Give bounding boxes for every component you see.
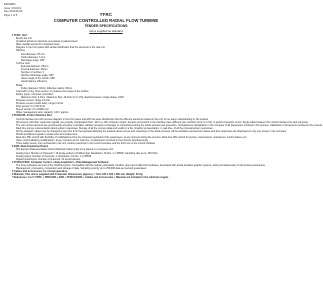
spec-line: Flow sensor: 0 to 150 l/min. [16, 105, 46, 109]
spec-line: Real time PID control with flexibility of modifications from the computer keyboard of the parameters, at any moment during the process. Real time PID control for pumps, compressors, resistances, control valves, etc. [16, 136, 248, 140]
spec-line: Digital Input/Output: Number of channels: 24 inputs/outputs. [16, 157, 81, 161]
document-subtitle [0, 18, 212, 23]
spec-line: Rotary pump, computer controlled: [16, 92, 54, 96]
spec-line: Turbine rotor: [16, 61, 31, 65]
spec-line: Number of nozzles: 2. [21, 71, 45, 75]
spec-line: Outlet diameter: 3 mm. [21, 55, 46, 59]
spec-section-heading: 2 TFRC/CIB. Control Interface Box: [12, 114, 53, 118]
spec-line: Nozzles: [16, 49, 26, 53]
subtitle-emphasis: RADIAL FLOW TURBINE [109, 18, 159, 23]
spec-section-heading: 4 TFRC/CCSOF. Computer Control + Data Acquisition + Data Management Software: [12, 160, 110, 164]
spec-line: Open control allowing modifications, at any moment and in real time, of parameters involved in the process simultaneously. [16, 139, 149, 143]
spec-line: Discharge angle: 180°. [21, 58, 46, 62]
spec-line: Shield and filtered signals to avoid external interferences. [16, 133, 78, 136]
spec-line: Main metallic elements in stainless steel. [16, 43, 61, 47]
spec-section-heading: 3 DAB. Data Acquisition Board: [12, 145, 49, 149]
spec-line: Nozzles discharge angle: 180°. [21, 74, 55, 78]
spec-line: Diagram in the front panel with similar distribution that the elements in the real unit. [16, 46, 106, 50]
spec-line: The three softwares are part of the SCADA system. Compatible with the industry standards. Flexible, open and multicontrol software, developed with actual windows graphic systems, acting simultaneously on all process parameters. [16, 163, 266, 167]
spec-line: All the actuators' values can be changed at any time from the keyboard allowing the analysis about curves and responses of the whole process. All the actuators and sensors values and their responses are displayed on only one screen in the computer. [16, 129, 287, 133]
spec-line: Real time curves representation about system responses. Storage of all the process data and results in a file. Graphic representation, in real time, of all the process/system responses. [16, 126, 214, 130]
spec-section-heading: 1 TFRC. Unit: [12, 34, 28, 37]
meta-page: Page 1 of 5 [4, 13, 18, 17]
meta-code: EMO0801 [4, 3, 16, 6]
spec-line: All sensors, with their respective signals, are properly manipulated from -10V to +10V computer output. Sensors connectors in the interface have different pins numbers (from 2 to 16), to avoid connection errors. Single cable between the control interface box and computer. [16, 120, 309, 124]
subtitle-prefix: COMPUTER CONTROLLED [53, 18, 110, 23]
meta-issue: Issue: 2014/01 [4, 6, 22, 10]
document-title: TFRC [99, 12, 113, 17]
spec-line: Internal diameter: 46mm. [21, 68, 49, 72]
spec-line: Vanes angle of the nozzle: 180°. [21, 77, 56, 81]
spec-line: Water management tank, capacity: 140 l. approx. [16, 111, 70, 115]
spec-line: Bench-top unit. [16, 37, 33, 41]
spec-line: Management, processing, comparison and storage of data. Sampling velocity up to 250,000 data per second guaranteed. [16, 167, 147, 171]
spec-line: Speed sensor: 0 to 20000 rpm. [16, 108, 50, 112]
spec-line: Anodized aluminum structure and panels in painted steel. [16, 40, 78, 44]
spec-section-heading: 6 Manuals: This unit is supplied with 8 manuals. Dimensions (approx.) = Unit: 640 x 500 x 500 mm. Weight: 50 Kg. [12, 173, 144, 177]
supplied-note: Items supplied as standard [89, 29, 123, 33]
spec-section-heading: * References 1 to 6: TFRC + TFRC/CIB + DAB + TFRC/CCSOF + Cables and Accessories + Manuals are included in the minimum supply. [12, 176, 169, 180]
spec-line: External diameter: 66mm. [21, 64, 49, 68]
spec-line: Brake: [16, 83, 24, 87]
spec-title: TENDER SPECIFICATIONS [84, 24, 128, 28]
spec-line: Load with a 4 kg. force sensor, to measure the torque of the turbine. [16, 89, 90, 93]
spec-section-heading: 5 Cables and Accessories, for normal operation. [12, 170, 68, 174]
spec-line: Maximum flow: 3 l/min. Maximum flow: 19 l/min (2.4 m³/h). Electrical power: single phase, 220V. [21, 95, 125, 99]
spec-line: Pressure sensor: range 0-6 bar. [16, 98, 51, 102]
meta-revision: Rev 2014/01/16 [4, 10, 23, 14]
spec-line: Inlet diameter: 25 mm. [21, 52, 46, 56]
spec-line: Control interface box with process diagram in the front panel and with the same distribution that the different elements located in the unit, for an easy understanding by the student. [16, 117, 209, 121]
spec-line: Analog input: Number of channels = 16 single-ended or 8 differential. Resolution: 16 bits, 1 in 65536. Sampling rate up to: 250 KS/s. [16, 151, 159, 155]
spec-line: Good balance efficiency. [21, 80, 48, 84]
specification-body [10, 34, 323, 180]
spec-line: PCI Express Data acquisition board (National Instruments) to be placed in a computer slot. [16, 148, 114, 152]
spec-line: Analog output: Number of channels: 2. Resolution: 16 bits, 1 in 65536. [16, 154, 92, 158]
spec-line: Pressure sensor (outlet side): range 0-4 bar. [16, 102, 64, 106]
spec-line: Pulley diameter: 60mm. Effective radius: 30mm. [21, 86, 73, 90]
spec-line: The unit control elements are permanently computer controlled, without necessity of changes or connections during the whole process test procedure. Simultaneous visualization in the computer of all parameters involved in the process. Calibration of all sensors involved in the process. [16, 123, 323, 127]
spec-line: Three safety levels, one mechanical in the unit, another electronic in the control interface and the third one in the control software. [16, 142, 156, 146]
